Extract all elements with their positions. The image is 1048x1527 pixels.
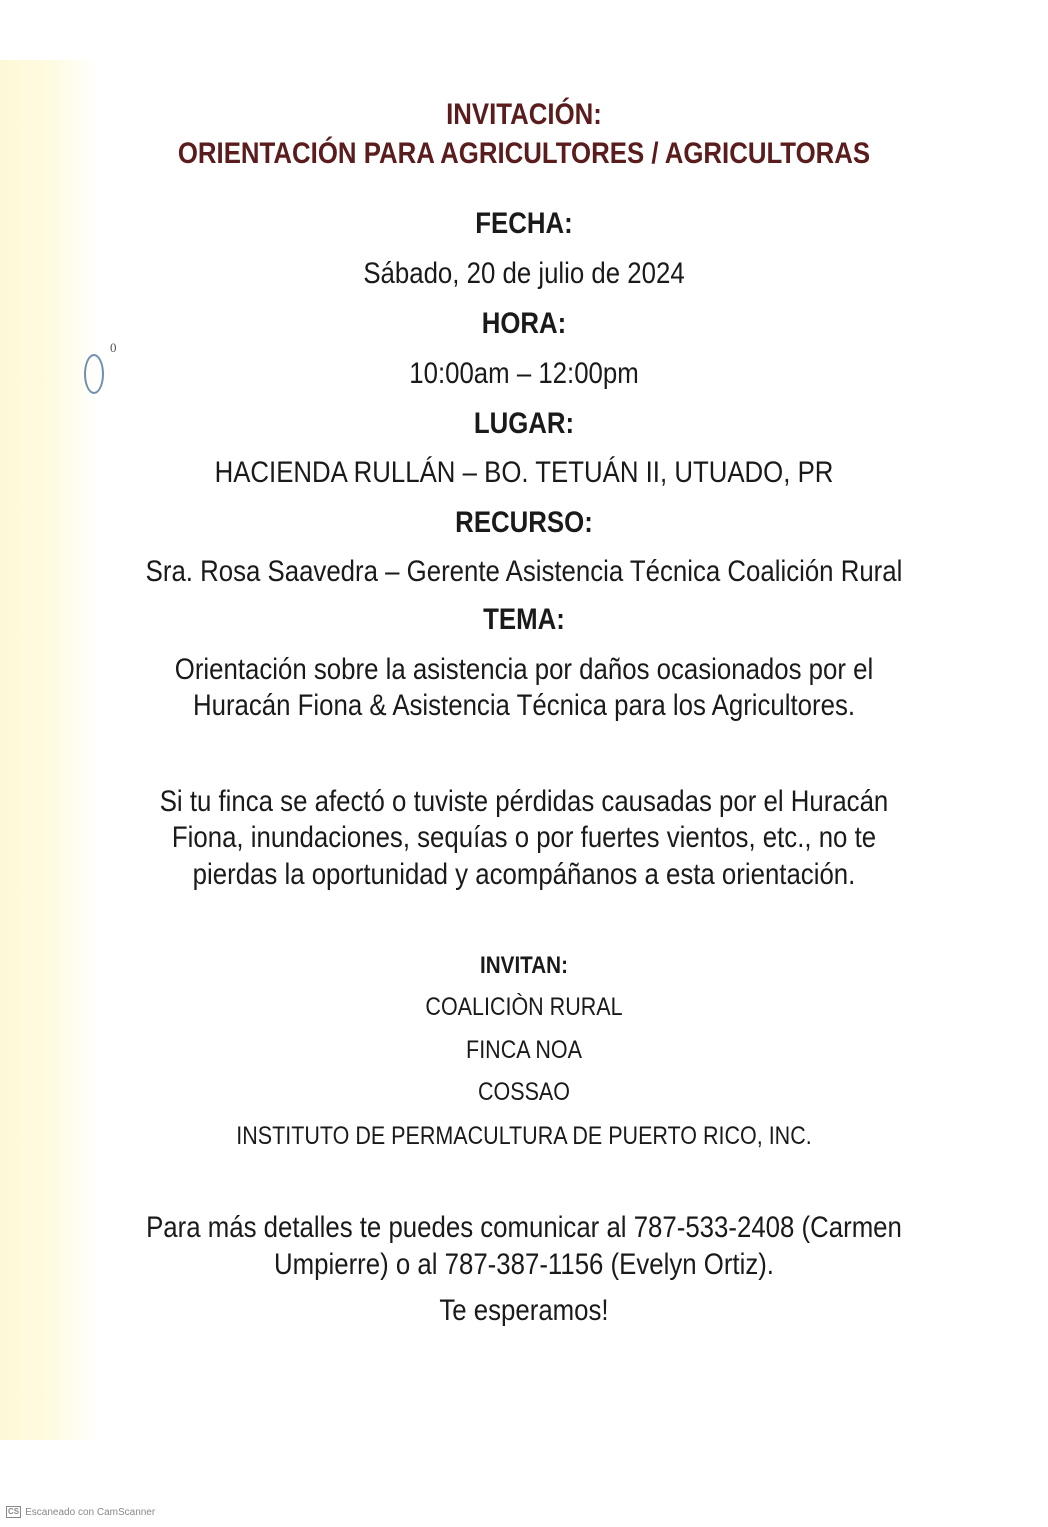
message-line: Si tu finca se afectó o tuviste pérdidas causadas por el Huracán [159, 785, 889, 818]
date-label: FECHA: [475, 207, 573, 240]
scanner-text: Escaneado con CamScanner [25, 1506, 156, 1518]
host-item: FINCA NOA [466, 1036, 582, 1064]
camscanner-logo-icon: CS [8, 1507, 20, 1516]
host-item: COALICIÒN RURAL [425, 993, 623, 1021]
resource-value: Sra. Rosa Saavedra – Gerente Asistencia Técnica Coalición Rural [145, 555, 903, 588]
page-title: ORIENTACIÓN PARA AGRICULTORES / AGRICULTORAS [177, 137, 871, 170]
contact-line: Umpierre) o al 787-387-1156 (Evelyn Ortiz). [274, 1248, 774, 1281]
topic-label: TEMA: [483, 603, 565, 636]
date-value: Sábado, 20 de julio de 2024 [363, 257, 685, 290]
place-value: HACIENDA RULLÁN – BO. TETUÁN II, UTUADO, PR [214, 456, 834, 489]
hosts-label: INVITAN: [480, 952, 568, 979]
message-line: pierdas la oportunidad y acompáñanos a esta orientación. [192, 858, 856, 891]
topic-line: Huracán Fiona & Asistencia Técnica para los Agricultores. [192, 689, 856, 722]
message-line: Fiona, inundaciones, sequías o por fuertes vientos, etc., no te [171, 821, 877, 854]
host-item: INSTITUTO DE PERMACULTURA DE PUERTO RICO, INC. [236, 1122, 812, 1150]
topic-line: Orientación sobre la asistencia por daños ocasionados por el [174, 653, 874, 686]
time-label: HORA: [481, 307, 567, 340]
contact-line: Para más detalles te puedes comunicar al 787-533-2408 (Carmen [146, 1211, 902, 1244]
resource-label: RECURSO: [455, 506, 593, 539]
host-item: COSSAO [477, 1078, 570, 1106]
invitation-heading: INVITACIÓN: [446, 98, 602, 131]
scanner-watermark [6, 1506, 155, 1518]
place-label: LUGAR: [473, 407, 575, 440]
ring-mark: 0 [110, 340, 117, 355]
time-value: 10:00am – 12:00pm [409, 357, 639, 390]
closing-text: Te esperamos! [439, 1294, 609, 1327]
